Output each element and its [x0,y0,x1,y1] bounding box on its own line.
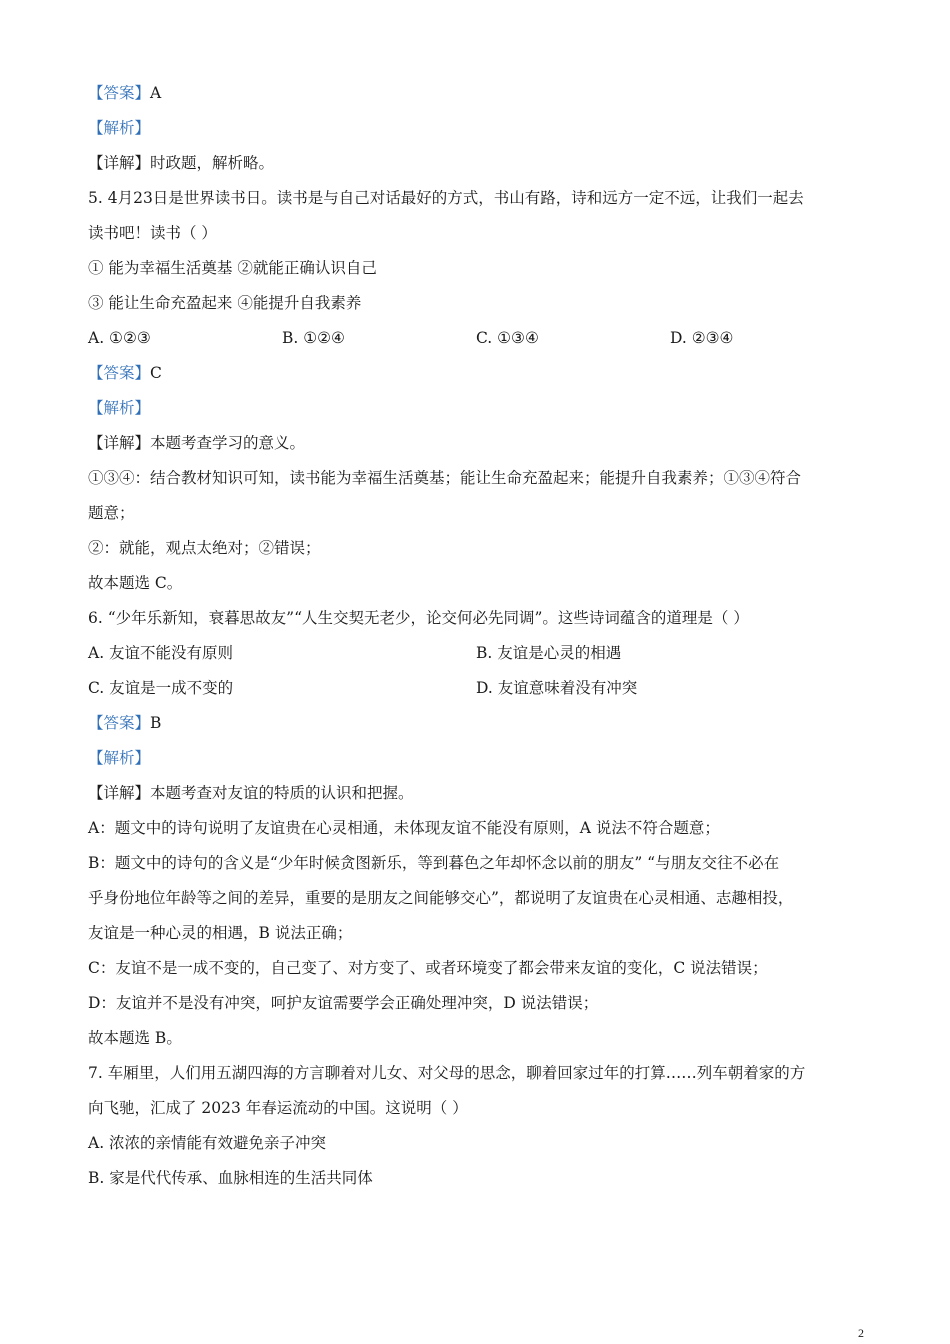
question-6-explain-b-line-2: 乎身份地位年龄等之间的差异，重要的是朋友之间能够交心”，都说明了友谊贵在心灵相通、志趣相投， [88,889,794,907]
question-5-options [88,321,868,356]
page-number: 2 [858,1326,864,1340]
question-7-stem-line-1: 7. 车厢里，人们用五湖四海的方言聊着对儿女、对父母的思念，聊着回家过年的打算……列车朝着家的方 [88,1064,806,1082]
question-6-options-row-1 [88,636,868,671]
question-7-option-b: B. 家是代代传承、血脉相连的生活共同体 [88,1169,373,1187]
analysis-tag: 【解析】 [88,749,151,767]
analysis-line-q4 [88,111,868,146]
option-d: D. 友谊意味着没有冲突 [476,679,638,697]
option-b: B. 友谊是心灵的相遇 [476,644,622,662]
detail-tag: 【详解】 [88,434,151,452]
question-6-explain-b-line-1: B：题文中的诗句的含义是“少年时候贪图新乐，等到暮色之年却怀念以前的朋友” “与朋友交往不必在 [88,854,780,872]
answer-tag: 【答案】 [88,364,151,382]
question-6-options-row-2 [88,671,868,706]
answer-line-q6 [88,706,868,741]
answer-value: A [150,84,162,102]
option-a: A. ①②③ [88,329,151,347]
question-6-explain-c: C：友谊不是一成不变的，自己变了、对方变了、或者环境变了都会带来友谊的变化，C 说法错误； [88,959,768,977]
analysis-line-q6 [88,741,868,776]
detail-line-q4 [88,146,868,181]
question-5-conclusion: 故本题选 C。 [88,574,183,592]
question-5-explain-line-2: 题意； [88,504,135,522]
answer-value: B [150,714,162,732]
analysis-tag: 【解析】 [88,119,151,137]
question-6-explain-d: D：友谊并不是没有冲突，呵护友谊需要学会正确处理冲突，D 说法错误； [88,994,599,1012]
option-b: B. ①②④ [282,329,345,347]
analysis-tag: 【解析】 [88,399,151,417]
option-c: C. 友谊是一成不变的 [88,679,234,697]
detail-text: 本题考查学习的意义。 [150,434,306,452]
detail-text: 本题考查对友谊的特质的认识和把握。 [150,784,414,802]
question-7-stem-line-2: 向飞驰，汇成了 2023 年春运流动的中国。这说明（ ） [88,1099,468,1117]
option-c: C. ①③④ [476,329,539,347]
detail-tag: 【详解】 [88,784,151,802]
answer-line-q4 [88,76,868,111]
question-7-option-a: A. 浓浓的亲情能有效避免亲子冲突 [88,1134,327,1152]
question-6-conclusion: 故本题选 B。 [88,1029,182,1047]
question-5-stem-line-2: 读书吧！读书（ ） [88,224,217,242]
detail-line-q6 [88,776,868,811]
answer-line-q5 [88,356,868,391]
question-6-stem: 6. “少年乐新知，衰暮思故友”“人生交契无老少，论交何必先同调”。这些诗词蕴含的道理是（ ） [88,609,749,627]
question-5-items-line-2: ③ 能让生命充盈起来 ④能提升自我素养 [88,294,362,312]
option-a: A. 友谊不能没有原则 [88,644,234,662]
question-5-explain-line-3: ②：就能，观点太绝对；②错误； [88,539,321,557]
question-5-explain-line-1: ①③④：结合教材知识可知，读书能为幸福生活奠基；能让生命充盈起来；能提升自我素养；①③④符合 [88,469,802,487]
answer-value: C [150,364,162,382]
analysis-line-q5 [88,391,868,426]
answer-tag: 【答案】 [88,714,151,732]
question-6-explain-b-line-3: 友谊是一种心灵的相遇，B 说法正确； [88,924,353,942]
page-content [88,76,868,1196]
answer-tag: 【答案】 [88,84,151,102]
question-6-explain-a: A：题文中的诗句说明了友谊贵在心灵相通，未体现友谊不能没有原则，A 说法不符合题意； [88,819,720,837]
detail-line-q5 [88,426,868,461]
option-d: D. ②③④ [670,329,734,347]
question-5-stem-line-1: 5. 4月23日是世界读书日。读书是与自己对话最好的方式，书山有路，诗和远方一定不远，让我们一起去 [88,189,804,207]
detail-text: 时政题，解析略。 [150,154,275,172]
detail-tag: 【详解】 [88,154,151,172]
question-5-items-line-1: ① 能为幸福生活奠基 ②就能正确认识自己 [88,259,377,277]
